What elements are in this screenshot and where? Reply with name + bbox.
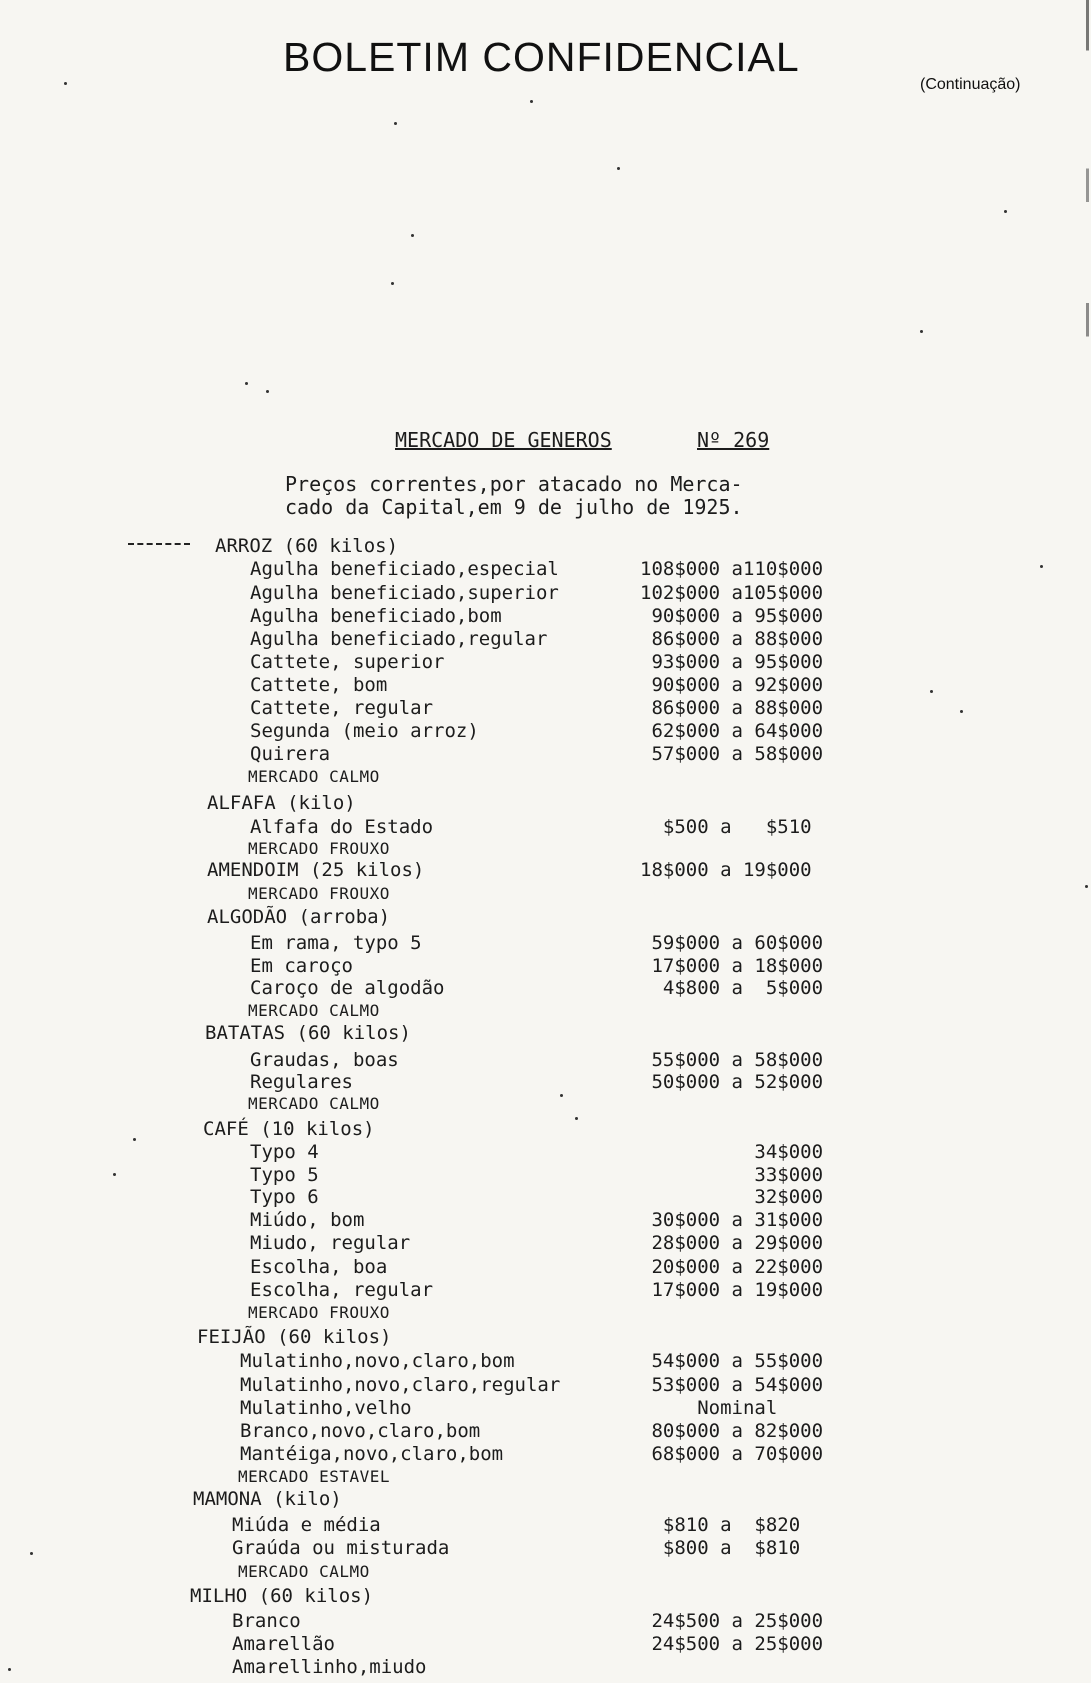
price-range: 33$000 [640,1164,824,1186]
price-row [250,582,1071,604]
price-range: 20$000 a 22$000 [640,1256,824,1278]
price-row [250,628,1071,650]
scan-speck [960,710,963,713]
price-row [250,977,1071,999]
price-row [240,1443,1071,1465]
item-label: Miúdo, bom [250,1209,365,1231]
category-label: FEIJÃO (60 kilos) [197,1326,392,1348]
item-label: Alfafa do Estado [250,816,434,838]
item-label: Typo 5 [250,1164,319,1186]
item-label: Mulatinho,velho [240,1397,412,1419]
scan-speck [1040,565,1043,568]
price-row [250,1232,1071,1254]
price-range: 17$000 a 19$000 [640,1279,824,1301]
price-range: 53$000 a 54$000 [640,1374,824,1396]
price-range: 93$000 a 95$000 [640,651,824,673]
intro-line: cado da Capital,em 9 de julho de 1925. [285,495,743,519]
price-row [250,697,1071,719]
price-row [250,1186,1071,1208]
price-range: 62$000 a 64$000 [640,720,824,742]
price-row [232,1633,1071,1655]
item-label: Miúda e média [232,1514,381,1536]
scan-speck [394,122,397,125]
category-label: ALFAFA (kilo) [207,792,356,814]
market-status-label: MERCADO CALMO [248,767,380,786]
scan-speck [391,282,394,285]
item-label: Branco,novo,claro,bom [240,1420,481,1442]
price-range: 28$000 a 29$000 [640,1232,824,1254]
item-label: Typo 6 [250,1186,319,1208]
price-row [250,1049,1071,1071]
category-row [205,1022,1071,1044]
price-range: 90$000 a 92$000 [640,674,824,696]
category-row [203,1118,1071,1140]
item-label: Escolha, regular [250,1279,434,1301]
item-label: Em rama, typo 5 [250,932,422,954]
price-row [240,1420,1071,1442]
market-status-label: MERCADO FROUXO [248,884,390,903]
item-label: Typo 4 [250,1141,319,1163]
scan-speck [920,330,923,333]
price-range: 108$000 a110$000 [640,558,824,580]
scan-speck [245,382,248,385]
price-row [240,1397,1071,1419]
bulletin-title: BOLETIM CONFIDENCIAL [283,34,800,80]
category-row [190,1585,1071,1607]
intro-line: Preços correntes,por atacado no Merca- [285,472,743,496]
item-label: Escolha, boa [250,1256,388,1278]
item-label: Branco [232,1610,301,1632]
scan-speck [133,1138,136,1141]
price-row [240,1350,1071,1372]
market-status-label: MERCADO CALMO [248,1094,380,1113]
item-label: Amarellinho,miudo [232,1656,427,1678]
category-label: BATATAS (60 kilos) [205,1022,411,1044]
price-row [232,1537,1071,1559]
market-status-row [248,766,1071,788]
market-title: MERCADO DE GENEROS [395,428,612,452]
item-label: Segunda (meio arroz) [250,720,479,742]
price-range: 30$000 a 31$000 [640,1209,824,1231]
price-row [232,1514,1071,1536]
category-label: MILHO (60 kilos) [190,1585,374,1607]
price-row [250,1279,1071,1301]
item-label: Cattete, bom [250,674,388,696]
item-label: Em caroço [250,955,353,977]
item-label: Quirera [250,743,331,765]
price-range: $500 a $510 [640,816,812,838]
category-label: AMENDOIM (25 kilos) [207,859,425,881]
price-range: 86$000 a 88$000 [640,628,824,650]
market-status-label: MERCADO CALMO [248,1001,380,1020]
scan-speck [575,1117,578,1120]
scan-speck [930,690,933,693]
market-status-label: MERCADO FROUXO [248,839,390,858]
category-label: MAMONA (kilo) [193,1488,342,1510]
price-range: 24$500 a 25$000 [640,1633,824,1655]
price-range: 55$000 a 58$000 [640,1049,824,1071]
price-range: 102$000 a105$000 [640,582,824,604]
price-row [250,605,1071,627]
item-label: Agulha beneficiado,regular [250,628,548,650]
scan-speck [266,390,269,393]
price-range: 68$000 a 70$000 [640,1443,824,1465]
scan-speck [8,1668,11,1671]
category-row [193,1488,1071,1510]
category-label: CAFÉ (10 kilos) [203,1118,375,1140]
category-row [207,792,1071,814]
market-status-row [248,883,1071,905]
item-label: Mulatinho,novo,claro,bom [240,1350,515,1372]
price-range: $810 a $820 [640,1514,801,1536]
item-label: Regulares [250,1071,353,1093]
price-range: 80$000 a 82$000 [640,1420,824,1442]
scan-speck [530,100,533,103]
category-label: ARROZ (60 kilos) [215,535,399,557]
price-row [250,743,1071,765]
price-range: 24$500 a 25$000 [640,1610,824,1632]
category-row [197,1326,1071,1348]
price-row [250,1256,1071,1278]
scan-speck [560,1094,563,1097]
price-range: $800 a $810 [640,1537,801,1559]
price-row [250,558,1071,580]
scan-speck [1085,885,1088,888]
price-row [250,1141,1071,1163]
scan-speck [1004,210,1007,213]
scan-speck [411,234,414,237]
price-range: 32$000 [640,1186,824,1208]
price-range: 17$000 a 18$000 [640,955,824,977]
price-row [250,955,1071,977]
item-label: Miudo, regular [250,1232,411,1254]
price-range: 34$000 [640,1141,824,1163]
item-label: Mantéiga,novo,claro,bom [240,1443,504,1465]
item-label: Graudas, boas [250,1049,399,1071]
market-status-row [248,838,1071,860]
price-range: 90$000 a 95$000 [640,605,824,627]
price-row [250,1071,1071,1093]
price-row [250,674,1071,696]
item-label: Agulha beneficiado,especial [250,558,559,580]
category-label: ALGODÃO (arroba) [207,906,391,928]
price-range: Nominal [640,1397,778,1419]
item-label: Caroço de algodão [250,977,445,999]
item-label: Graúda ou misturada [232,1537,450,1559]
price-row [250,1209,1071,1231]
category-row [215,535,1071,557]
price-row [250,1164,1071,1186]
price-row [250,932,1071,954]
price-range: 57$000 a 58$000 [640,743,824,765]
market-status-row [248,1302,1071,1324]
item-label: Cattete, regular [250,697,434,719]
market-number: Nº 269 [697,428,770,452]
price-range: 54$000 a 55$000 [640,1350,824,1372]
scan-speck [64,82,67,85]
price-row [250,816,1071,838]
item-label: Mulatinho,novo,claro,regular [240,1374,561,1396]
market-status-label: MERCADO ESTAVEL [238,1467,390,1486]
scan-speck [30,1552,33,1555]
price-range: 4$800 a 5$000 [640,977,824,999]
market-status-row [238,1466,1071,1488]
price-row [250,720,1071,742]
market-status-row [248,1093,1071,1115]
price-row [240,1374,1071,1396]
market-status-row [238,1561,1071,1583]
item-label: Cattete, superior [250,651,445,673]
market-status-label: MERCADO FROUXO [248,1303,390,1322]
scan-speck [113,1173,116,1176]
price-row [232,1610,1071,1632]
price-range: 18$000 a 19$000 [640,859,812,881]
scan-speck [617,167,620,170]
price-range: 86$000 a 88$000 [640,697,824,719]
category-row [207,906,1071,928]
category-row [207,859,1071,881]
market-status-label: MERCADO CALMO [238,1562,370,1581]
item-label: Amarellão [232,1633,335,1655]
price-range: 59$000 a 60$000 [640,932,824,954]
item-label: Agulha beneficiado,superior [250,582,559,604]
price-range: 50$000 a 52$000 [640,1071,824,1093]
item-label: Agulha beneficiado,bom [250,605,502,627]
continuation-label: (Continuação) [920,76,1021,93]
price-row [232,1656,1071,1678]
market-status-row [248,1000,1071,1022]
price-row [250,651,1071,673]
